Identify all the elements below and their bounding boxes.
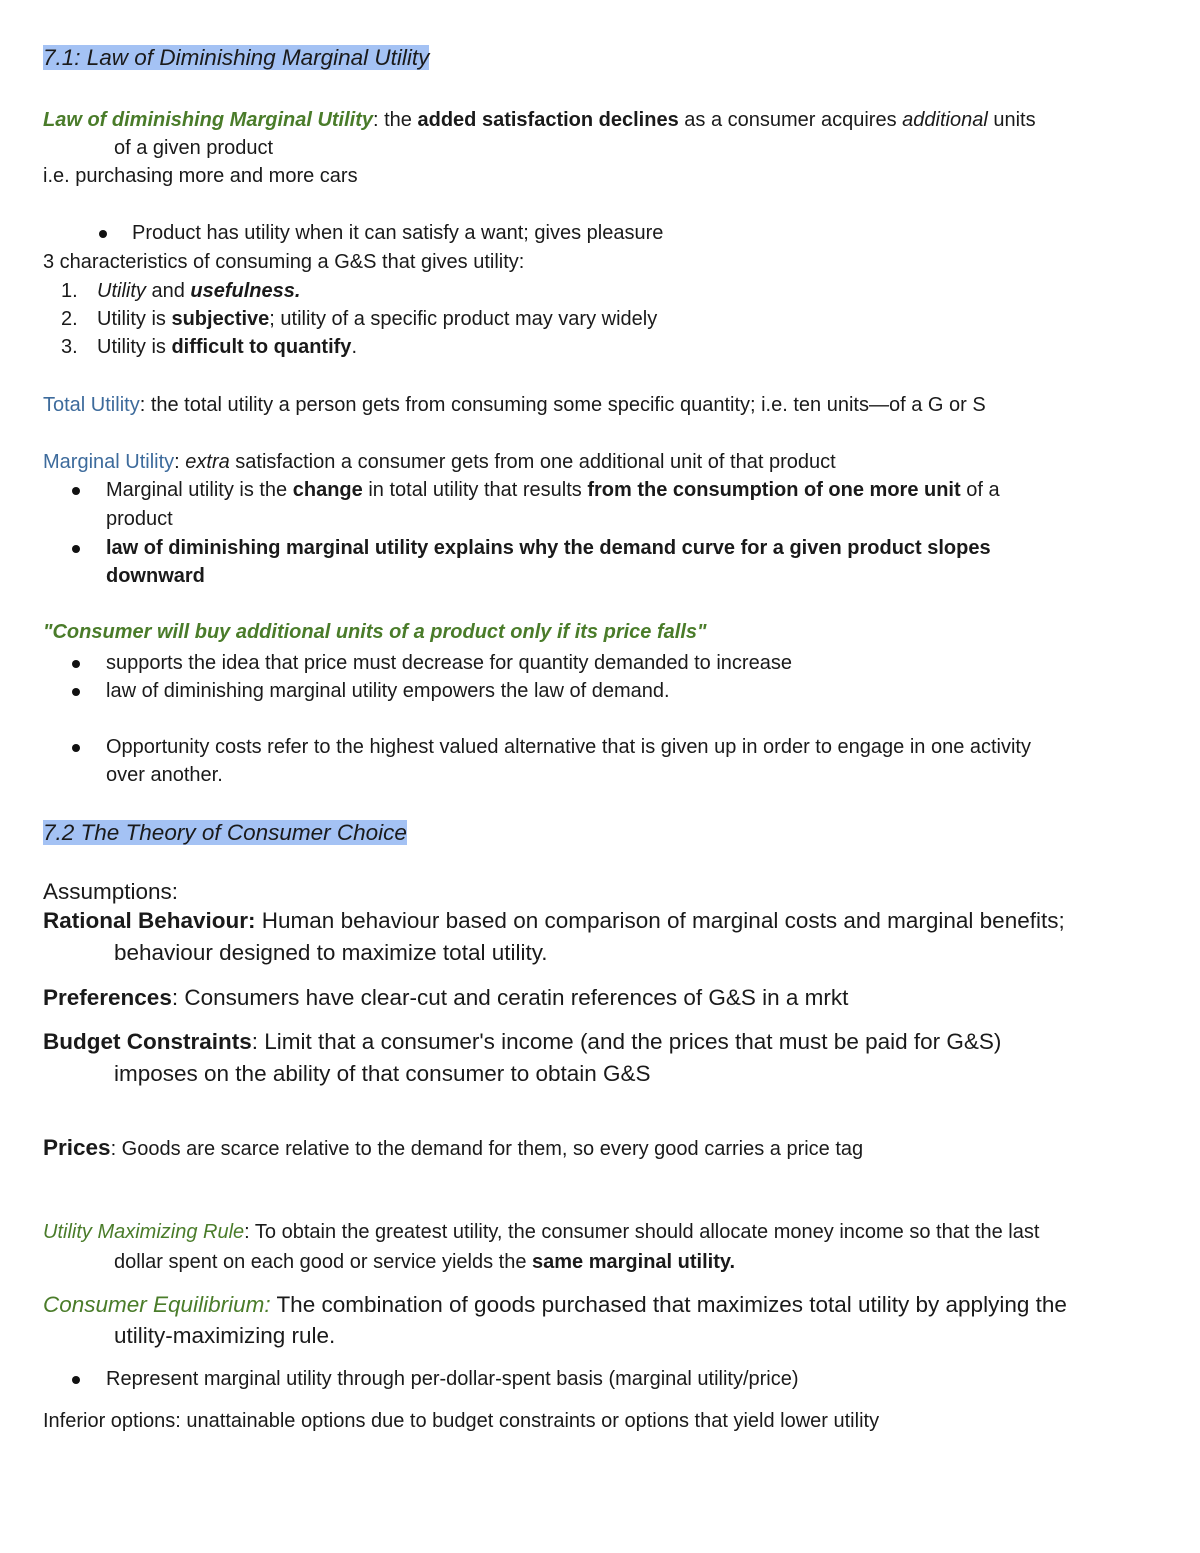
quote-bullet-2: law of diminishing marginal utility empowers the law of demand. [106, 680, 670, 702]
prices-def: : Goods are scarce relative to the demand for them, so every good carries a price tag [110, 1138, 864, 1160]
ce-def: The combination of goods purchased that maximizes total utility by applying the [270, 1292, 1067, 1317]
list-item-2 [97, 306, 657, 332]
list-number-1: 1. [61, 280, 78, 302]
mu-colon: : [174, 451, 186, 473]
mu-b1d: from the consumption of one more unit [587, 479, 961, 501]
total-utility-definition [43, 392, 986, 418]
law-ital: additional [902, 109, 988, 131]
list-2b: subjective [171, 308, 270, 330]
mu-bullet-2-cont: downward [106, 565, 205, 587]
umr-cont [114, 1249, 735, 1275]
opportunity-cost-bullet: Opportunity costs refer to the highest valued alternative that is given up in order to engage in one activity [106, 736, 1031, 758]
characteristics-intro: 3 characteristics of consuming a G&S that gives utility: [43, 251, 525, 273]
ce-term: Consumer Equilibrium: [43, 1292, 271, 1317]
prices-term: Prices [43, 1135, 111, 1160]
mu-ital: extra [185, 451, 230, 473]
heading-highlight: 7.2 The Theory of Consumer Choice [43, 820, 407, 845]
prices [43, 1133, 863, 1163]
list-1c: usefulness. [190, 280, 301, 302]
bullet-icon [72, 1376, 80, 1384]
mu-bullet-1-cont: product [106, 508, 173, 530]
list-1b: and [145, 280, 191, 302]
preferences-def: : Consumers have clear-cut and ceratin references of G&S in a mrkt [171, 985, 849, 1010]
law-end: units [987, 109, 1036, 131]
bullet-icon [72, 688, 80, 696]
bullet-icon [72, 487, 80, 495]
mu-b1a: Marginal utility is the [106, 479, 293, 501]
inferior-options: Inferior options: unattainable options due to budget constraints or options that yield lower utility [43, 1410, 880, 1432]
quote-bullet-1: supports the idea that price must decrease for quantity demanded to increase [106, 652, 792, 674]
marginal-utility-term: Marginal Utility [43, 451, 175, 473]
section-heading-7-1 [43, 43, 429, 73]
umr-cont-a: dollar spent on each good or service yields the [114, 1251, 533, 1273]
ce-bullet: Represent marginal utility through per-dollar-spent basis (marginal utility/price) [106, 1368, 799, 1390]
marginal-utility-definition [43, 449, 836, 475]
assumptions-label: Assumptions: [43, 879, 179, 904]
law-definition [43, 107, 1036, 133]
law-term: Law of diminishing Marginal Utility [43, 109, 374, 131]
ce-cont: utility-maximizing rule. [114, 1323, 336, 1348]
bullet-icon [72, 545, 80, 553]
list-2c: ; utility of a specific product may vary widely [269, 308, 658, 330]
mu-def: satisfaction a consumer gets from one additional unit of that product [229, 451, 836, 473]
budget-constraints-term: Budget Constraints [43, 1029, 252, 1054]
ie-example: i.e. purchasing more and more cars [43, 165, 358, 187]
rational-behaviour-cont: behaviour designed to maximize total utility. [114, 940, 548, 965]
preferences-term: Preferences [43, 985, 172, 1010]
bullet-utility: Product has utility when it can satisfy a want; gives pleasure [132, 222, 664, 244]
rational-behaviour-def: Human behaviour based on comparison of marginal costs and marginal benefits; [255, 908, 1065, 933]
quote-heading: "Consumer will buy additional units of a product only if its price falls" [43, 621, 707, 643]
umr-def: : To obtain the greatest utility, the consumer should allocate money income so that the last [244, 1221, 1040, 1243]
umr-term: Utility Maximizing Rule [43, 1221, 245, 1243]
mu-bullet-2: law of diminishing marginal utility explains why the demand curve for a given product slopes [106, 537, 991, 559]
rational-behaviour [43, 906, 1065, 936]
law-continuation: of a given product [114, 137, 273, 159]
mu-b1c: in total utility that results [362, 479, 588, 501]
preferences [43, 983, 848, 1013]
list-item-1 [97, 278, 300, 304]
section-heading-7-2 [43, 818, 407, 848]
list-number-2: 2. [61, 308, 78, 330]
list-3c: . [351, 336, 357, 358]
law-mid: as a consumer acquires [678, 109, 903, 131]
opportunity-cost-cont: over another. [106, 764, 223, 786]
umr-cont-b: same marginal utility. [532, 1251, 736, 1273]
mu-b1b: change [292, 479, 363, 501]
bullet-icon [72, 660, 80, 668]
utility-maximizing-rule [43, 1219, 1039, 1245]
list-number-3: 3. [61, 336, 78, 358]
list-2a: Utility is [97, 308, 172, 330]
list-3b: difficult to quantify [171, 336, 352, 358]
list-item-3 [97, 334, 357, 360]
list-3a: Utility is [97, 336, 172, 358]
budget-constraints-def: : Limit that a consumer's income (and the prices that must be paid for G&S) [251, 1029, 1002, 1054]
list-1a: Utility [97, 280, 146, 302]
heading-highlight: 7.1: Law of Diminishing Marginal Utility [43, 45, 430, 70]
law-bold: added satisfaction declines [417, 109, 679, 131]
bullet-icon [99, 230, 107, 238]
total-utility-def: : the total utility a person gets from consuming some specific quantity; i.e. ten units—of a G or S [139, 394, 986, 416]
total-utility-term: Total Utility [43, 394, 140, 416]
consumer-equilibrium [43, 1290, 1067, 1320]
budget-constraints-cont: imposes on the ability of that consumer to obtain G&S [114, 1061, 651, 1086]
mu-b1e: of a [960, 479, 1000, 501]
bullet-icon [72, 744, 80, 752]
mu-bullet-1 [106, 477, 1000, 503]
law-colon: : the [373, 109, 418, 131]
budget-constraints [43, 1027, 1001, 1057]
rational-behaviour-term: Rational Behaviour: [43, 908, 256, 933]
